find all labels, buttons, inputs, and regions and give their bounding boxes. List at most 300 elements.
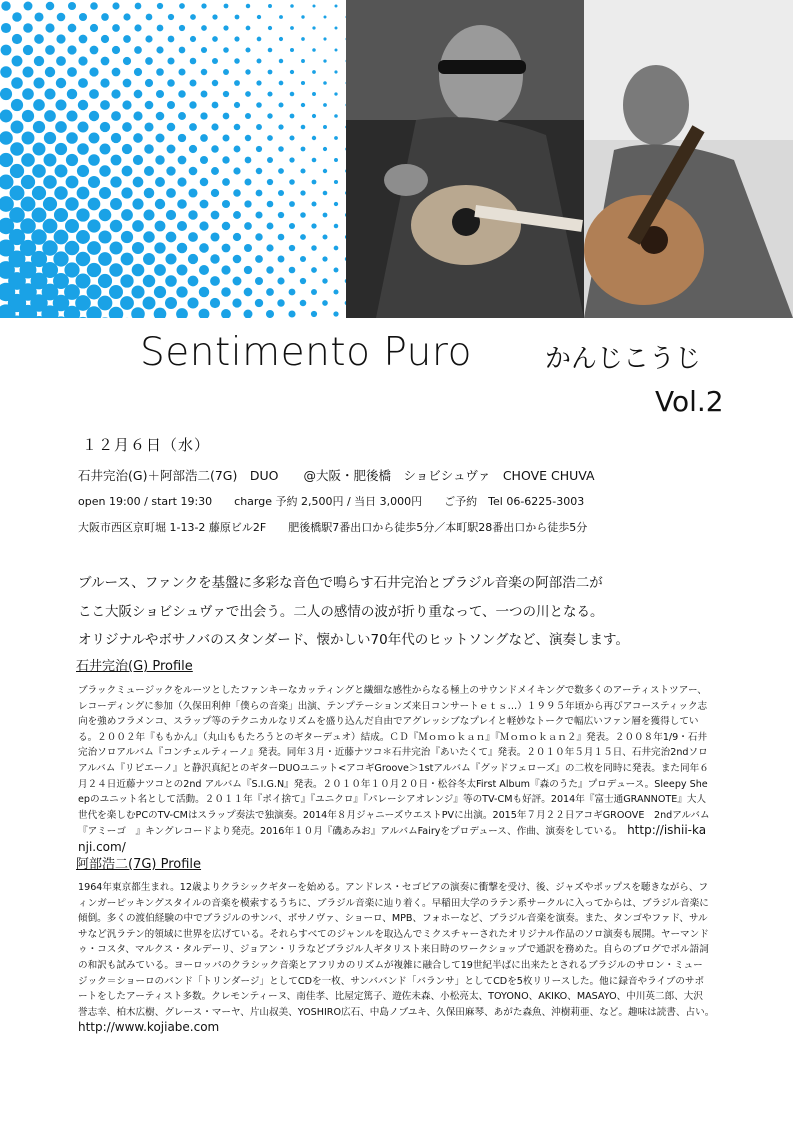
halftone-dot [145, 79, 153, 87]
halftone-dot [22, 110, 34, 122]
halftone-dot [89, 89, 99, 99]
halftone-dot [178, 112, 186, 120]
halftone-dot [111, 155, 122, 166]
halftone-dot [301, 103, 305, 107]
halftone-dot [176, 308, 188, 318]
halftone-dot [311, 289, 317, 295]
halftone-dot [234, 146, 241, 153]
halftone-dot [21, 197, 36, 212]
halftone-dot [87, 219, 100, 232]
halftone-dot [256, 190, 263, 197]
halftone-dot [122, 144, 132, 154]
halftone-dot [278, 146, 284, 152]
halftone-dot [211, 211, 220, 220]
halftone-dot [222, 156, 229, 163]
halftone-dot [200, 178, 208, 186]
halftone-dot [267, 179, 273, 185]
halftone-dot [123, 35, 131, 43]
halftone-dot [44, 132, 56, 144]
halftone-dot [179, 3, 185, 9]
halftone-dot [201, 25, 207, 31]
halftone-dot [123, 79, 132, 88]
halftone-dot [23, 23, 33, 33]
halftone-dot [166, 210, 176, 220]
halftone-dot [122, 166, 133, 177]
halftone-dot [54, 208, 68, 222]
halftone-dot [90, 24, 98, 32]
halftone-dot [12, 12, 22, 22]
halftone-dot [301, 59, 305, 63]
halftone-dot [143, 253, 155, 265]
halftone-dot [289, 267, 296, 274]
halftone-dot [223, 113, 230, 120]
halftone-dot [77, 187, 90, 200]
halftone-dot [244, 222, 252, 230]
halftone-dot [32, 208, 47, 223]
halftone-dot [121, 231, 133, 243]
halftone-dot [223, 91, 229, 97]
halftone-dot [244, 178, 251, 185]
halftone-dot [290, 26, 294, 30]
halftone-dot [0, 88, 12, 100]
halftone-dot [190, 36, 196, 42]
halftone-dot [199, 287, 209, 297]
halftone-dot [144, 166, 154, 176]
halftone-dot [87, 285, 102, 300]
halftone-dot [168, 36, 175, 43]
halftone-dot [135, 3, 142, 10]
halftone-dot [334, 180, 338, 184]
halftone-dot [56, 34, 65, 43]
halftone-dot [145, 101, 154, 110]
halftone-dot [157, 25, 164, 32]
halftone-dot [178, 156, 187, 165]
halftone-dot [110, 220, 122, 232]
halftone-dot [278, 124, 283, 129]
halftone-dot [76, 230, 90, 244]
halftone-dot [289, 135, 294, 140]
page-subtitle: かんじこうじ [545, 344, 702, 374]
halftone-dot [311, 267, 317, 273]
halftone-dot [154, 264, 166, 276]
halftone-dot [311, 223, 316, 228]
halftone-dot [323, 59, 326, 62]
halftone-dot [10, 142, 24, 156]
halftone-dot [132, 220, 144, 232]
halftone-dot [277, 299, 284, 306]
halftone-dot [234, 58, 240, 64]
halftone-dot [111, 133, 121, 143]
halftone-dot [278, 168, 284, 174]
halftone-dot [34, 34, 44, 44]
halftone-dot [266, 310, 274, 318]
halftone-dot [324, 16, 327, 19]
halftone-dot [289, 179, 295, 185]
halftone-dot [55, 121, 67, 133]
halftone-dot [89, 67, 98, 76]
halftone-dot [199, 265, 209, 275]
halftone-dot [98, 296, 113, 311]
halftone-dot [255, 277, 263, 285]
halftone-dot [333, 289, 338, 294]
halftone-dot [312, 48, 316, 52]
halftone-dot [11, 121, 24, 134]
halftone-dot [22, 132, 35, 145]
halftone-dot [189, 123, 197, 131]
halftone-dot [323, 147, 327, 151]
halftone-dot [311, 311, 317, 317]
halftone-dot [244, 288, 253, 297]
profile-text-abe: 1964年東京都生まれ。12歳よりクラシックギターを始める。アンドレス・セゴビアの演奏に衝撃を受け、後、ジャズやポップスを聴きながら、フィンガーピッキングスタイルの音楽を模索するうちに、ブラジル音楽に辿り着く。早稲田大学のラテン系サークルに入ってからは、ブラジル音楽に傾倒。多くの渡伯経験の中でブラジルのサンバ、ボサノヴァ、ショーロ、MPB、フォホーなど、ブラジル音楽を演奏。また、タンゴやファド、サルサなど汎ラテン的領域に世界を広げている。それらすべてのジャンルを取込んでミクスチャーされたオリジナル作品のソロ演奏も展開。ヤーマンドゥ・コスタ、マルクス・タルデーリ、ジョアン・リラなどブラジル人ギタリスト来日時のワークショップで通訳を務めた。自らのブログでポル語詞の和訳も試みている。ヨーロッパのクラシック音楽とアフリカのリズムが複雑に融合して19世紀半ばに出来たとされるブラジルのサロン・ミュージック＝ショーロのバンド「トリンダージ」としてCDを一枚、サンババンド「バランサ」としてCDを5枚リリースした。他に録音やライブのサポートをしたアーティスト多数。クレモンティーヌ、南佳孝、比屋定篤子、遊佐未森、小松亮太、TOYONO、AKIKO、MASAYO、中川英二郎、大沢誉志幸、柏木広樹、グレース・マーヤ、片山叔美、YOSHIRO広石、中島ノブユキ、久保田麻琴、あがた森魚、沖樹莉亜、など。趣味は読書、占い。 [78, 882, 710, 1018]
halftone-dot [12, 56, 23, 67]
halftone-dot [166, 232, 177, 243]
halftone-dot [268, 48, 273, 53]
halftone-dot [43, 175, 57, 189]
halftone-dot [201, 69, 208, 76]
halftone-dot [154, 286, 166, 298]
halftone-dot [1, 23, 11, 33]
intro-line-3: オリジナルやボサノバのスタンダード、懐かしい70年代のヒットソングなど、演奏します。 [78, 632, 629, 648]
halftone-dot [98, 252, 112, 266]
halftone-dot [301, 81, 305, 85]
halftone-dot [67, 89, 77, 99]
halftone-dot [122, 122, 132, 132]
halftone-dot [112, 24, 120, 32]
halftone-dot [156, 134, 165, 143]
halftone-dot [210, 298, 220, 308]
halftone-dot [257, 15, 261, 19]
halftone-dot [109, 307, 124, 318]
halftone-dot [45, 45, 55, 55]
halftone-dot [46, 2, 55, 11]
halftone-dot [0, 131, 13, 145]
halftone-dot [200, 112, 207, 119]
halftone-dot [312, 26, 315, 29]
halftone-dot [300, 278, 306, 284]
halftone-dot [300, 300, 307, 307]
halftone-dot [221, 265, 230, 274]
halftone-dot [233, 189, 241, 197]
halftone-dot [43, 219, 58, 234]
halftone-dot [32, 164, 46, 178]
halftone-dot [144, 188, 155, 199]
halftone-dot [177, 177, 186, 186]
halftone-dot [323, 125, 327, 129]
halftone-dot [177, 265, 188, 276]
halftone-dot [77, 165, 89, 177]
halftone-dot [0, 153, 13, 167]
halftone-dot [312, 180, 317, 185]
halftone-dot [165, 297, 177, 309]
halftone-dot [267, 201, 274, 208]
halftone-dot [89, 111, 99, 121]
halftone-dot [12, 34, 22, 44]
halftone-dot [64, 262, 79, 277]
intro-line-1: ブルース、ファンクを基盤に多彩な音色で鳴らす石井完治とブラジル音楽の阿部浩二が [78, 575, 603, 591]
halftone-dot [178, 90, 185, 97]
halftone-dot [44, 110, 56, 122]
halftone-dot [301, 15, 304, 18]
halftone-dot [223, 69, 229, 75]
halftone-dot [322, 278, 327, 283]
halftone-dot [268, 70, 273, 75]
halftone-dot [233, 277, 242, 286]
halftone-dot [312, 4, 315, 7]
halftone-dot [76, 252, 90, 266]
halftone-dot [335, 27, 338, 30]
halftone-dot [11, 99, 23, 111]
halftone-dot [75, 273, 90, 288]
halftone-dot [200, 134, 208, 142]
halftone-dot [221, 287, 231, 297]
halftone-dot [98, 230, 111, 243]
halftone-dot [334, 70, 337, 73]
halftone-dot [78, 78, 88, 88]
halftone-dot [98, 274, 112, 288]
halftone-dot [246, 4, 250, 8]
halftone-dot [278, 256, 285, 263]
halftone-dot [212, 36, 218, 42]
profile-body-abe [78, 880, 710, 1037]
halftone-dot [311, 201, 316, 206]
halftone-dot [256, 146, 262, 152]
halftone-dot [66, 154, 78, 166]
halftone-dot [222, 178, 230, 186]
halftone-dot [312, 114, 316, 118]
halftone-dot [301, 37, 305, 41]
halftone-dot [10, 186, 25, 201]
halftone-dot [255, 233, 262, 240]
halftone-dot [32, 186, 46, 200]
halftone-dot [188, 232, 198, 242]
halftone-dot [66, 110, 77, 121]
halftone-dot [255, 255, 263, 263]
halftone-dot [166, 188, 176, 198]
halftone-dot [201, 91, 208, 98]
halftone-dot [76, 208, 89, 221]
halftone-dot [246, 26, 251, 31]
halftone-dot [156, 90, 164, 98]
halftone-dot [45, 67, 55, 77]
halftone-dot [279, 15, 283, 19]
halftone-dot [312, 158, 317, 163]
halftone-dot [201, 3, 206, 8]
halftone-dot [300, 256, 306, 262]
halftone-dot [21, 175, 35, 189]
halftone-dot [334, 202, 338, 206]
halftone-dot [288, 310, 295, 317]
halftone-dot [68, 2, 76, 10]
halftone-dot [178, 134, 186, 142]
halftone-dot [111, 89, 120, 98]
halftone-dot [212, 14, 217, 19]
halftone-dot [177, 221, 187, 231]
halftone-dot [312, 70, 316, 74]
halftone-dot [143, 297, 156, 310]
halftone-dot [267, 223, 274, 230]
halftone-dot [234, 102, 240, 108]
halftone-dot [178, 68, 185, 75]
halftone-dot [165, 253, 176, 264]
profile-heading-ishii: 石井完治(G) Profile [76, 659, 193, 674]
halftone-dot [78, 100, 88, 110]
halftone-dot [257, 37, 262, 42]
halftone-dot [200, 156, 208, 164]
halftone-dot [88, 176, 100, 188]
halftone-dot [244, 266, 252, 274]
halftone-dot [1, 1, 10, 10]
halftone-dot [33, 143, 46, 156]
halftone-dot [322, 300, 328, 306]
halftone-dot [222, 200, 230, 208]
halftone-dot [278, 234, 285, 241]
halftone-dot [334, 114, 338, 118]
halftone-dot-pattern [0, 0, 346, 318]
halftone-dot [334, 92, 337, 95]
halftone-dot [101, 57, 110, 66]
halftone-dot [111, 111, 121, 121]
halftone-dot [176, 286, 187, 297]
halftone-dot [255, 211, 262, 218]
halftone-dot [300, 190, 305, 195]
halftone-dot [121, 187, 132, 198]
halftone-dot [267, 157, 273, 163]
halftone-dot [167, 79, 175, 87]
halftone-dot [244, 310, 253, 318]
halftone-dot [279, 59, 283, 63]
halftone-dot [199, 309, 210, 318]
halftone-dot [335, 49, 338, 52]
halftone-dot [34, 56, 44, 66]
halftone-dot [79, 35, 88, 44]
halftone-dot [289, 201, 295, 207]
halftone-dot [188, 188, 197, 197]
halftone-dot [255, 299, 263, 307]
halftone-dot [233, 233, 241, 241]
halftone-dot [121, 253, 134, 266]
halftone-dot [143, 275, 155, 287]
profile-url-ishii[interactable]: http://ishii-kanji.com/ [78, 823, 707, 854]
halftone-dot [131, 285, 144, 298]
halftone-dot [290, 4, 294, 8]
halftone-dot [101, 35, 109, 43]
halftone-dot [109, 285, 123, 299]
halftone-dot [224, 4, 229, 9]
halftone-dot [278, 212, 284, 218]
halftone-dot [289, 245, 295, 251]
halftone-dot [131, 307, 145, 318]
halftone-dot [234, 80, 240, 86]
halftone-dot [290, 70, 294, 74]
halftone-dot [87, 241, 101, 255]
halftone-dot [335, 5, 338, 8]
halftone-dot [301, 147, 306, 152]
profile-text-ishii: ブラックミュージックをルーツとしたファンキーなカッティングと繊細な感性からなる極上のサウンドメイキングで数多くのアーティストツアー、レコーディングに参加（久保田利伸「僕らの音楽」出演、テンプテーションズ来日コンサートｅｔｓ…）１９９５年頃から再びアコースティック志向を強めフラメンコ、スラップ等のテクニカルなリズムを盛り込んだ自由でアグレッシブなプレイと軽妙なトークで幅広いファン層を獲得している。２００２年『ももかん』（丸山ももたろうとのギターデュオ）結成。ＣＤ『Ｍｏｍｏｋａｎ』『Ｍｏｍｏｋａｎ２』発表。２００８年1/9・石井完治ソロアルバム『コンチェルティーノ』発表。同年３月・近藤ナツコ＊石井完治『あいたくて』発表。２０１０年５月１５日、石井完治2ndソロアルバム『リビエーノ』と静沢真紀とのギターDUOユニット<アコギGroove＞1stアルバム『グッドフェローズ』の二枚を同時に発表。また同年６月２４日近藤ナツコとの2nd アルバム『S.I.G.N』発表。２０１０年１０月２０日・松谷冬太First Album『森のうた』プロデュース。Sleepy Sheepのユニット名として活動。２０１１年『ポイ捨て』『ユニクロ』『パレーシアオレンジ』等のTV-CMも好評。2014年『富士通GRANNOTE』大人世代を楽しむPCのTV-CMはスラップ奏法で独演奏。2014年８月ジャニーズウエストPVに出演。2015年７月２２日アコギGROOVE 2ndアルバム『アミーゴ 』キングレコードより発売。2016年１０月『磯あみお』アルバムFairyをプロデュース、作曲、演奏をしている。 [78, 685, 710, 838]
halftone-dot [54, 186, 67, 199]
halftone-dot [212, 80, 218, 86]
halftone-dot [88, 198, 101, 211]
halftone-dot [99, 165, 110, 176]
halftone-dot [323, 235, 328, 240]
halftone-dot [154, 242, 165, 253]
halftone-dot [123, 13, 130, 20]
halftone-dot [55, 143, 67, 155]
halftone-dot [244, 244, 252, 252]
halftone-dot [78, 122, 89, 133]
halftone-dot [301, 125, 306, 130]
halftone-dot [323, 81, 327, 85]
halftone-dot [112, 46, 120, 54]
halftone-dot [300, 234, 306, 240]
halftone-dot [65, 197, 78, 210]
photo-guitarist-abe [584, 0, 793, 318]
halftone-dot [100, 144, 111, 155]
halftone-dot [10, 164, 24, 178]
halftone-dot [323, 191, 328, 196]
halftone-dot [145, 57, 153, 65]
halftone-dot [210, 254, 219, 263]
halftone-dot [67, 45, 76, 54]
halftone-dot [155, 199, 165, 209]
halftone-dot [245, 47, 250, 52]
halftone-dot [245, 135, 251, 141]
halftone-dot [222, 134, 229, 141]
halftone-dot [89, 133, 100, 144]
halftone-dot [132, 264, 145, 277]
halftone-dot [222, 244, 231, 253]
halftone-dot [110, 242, 123, 255]
halftone-dot [334, 136, 338, 140]
halftone-dot [312, 136, 316, 140]
profile-url-abe[interactable]: http://www.kojiabe.com [78, 1020, 220, 1035]
halftone-dot [154, 308, 167, 318]
halftone-dot [34, 78, 45, 89]
event-address: 大阪市西区京町堀 1-13-2 藤原ビル2F 肥後橋駅7番出口から徒歩5分／本町駅28番出口から徒歩5分 [78, 521, 588, 534]
halftone-dot [223, 47, 229, 53]
halftone-dot [199, 243, 209, 253]
halftone-dot [290, 48, 294, 52]
halftone-dot [300, 212, 306, 218]
halftone-dot [233, 255, 242, 264]
halftone-dot [156, 112, 165, 121]
halftone-dot [109, 263, 122, 276]
halftone-dot [256, 124, 262, 130]
halftone-dot [122, 100, 131, 109]
halftone-dot [234, 36, 239, 41]
halftone-dot [245, 91, 251, 97]
halftone-dot [256, 168, 263, 175]
halftone-dot [187, 297, 198, 308]
halftone-dot [156, 46, 163, 53]
halftone-dot [156, 68, 164, 76]
halftone-dot [167, 123, 175, 131]
event-date: １２月６日（水） [82, 436, 211, 454]
halftone-dot [266, 244, 273, 251]
halftone-dot [21, 153, 35, 167]
halftone-dot [133, 111, 142, 120]
halftone-dot [56, 78, 66, 88]
halftone-dot [55, 99, 66, 110]
halftone-dot [188, 210, 197, 219]
halftone-dot [199, 221, 208, 230]
halftone-dot [144, 144, 154, 154]
event-time-charge: open 19:00 / start 19:30 charge 予約 2,500円 / 当日 3,000円 ご予約 Tel 06-6225-3003 [78, 495, 585, 508]
halftone-dot [267, 113, 272, 118]
halftone-dot [145, 35, 152, 42]
halftone-dot [146, 14, 153, 21]
halftone-dot [167, 57, 174, 64]
halftone-dot [289, 223, 295, 229]
